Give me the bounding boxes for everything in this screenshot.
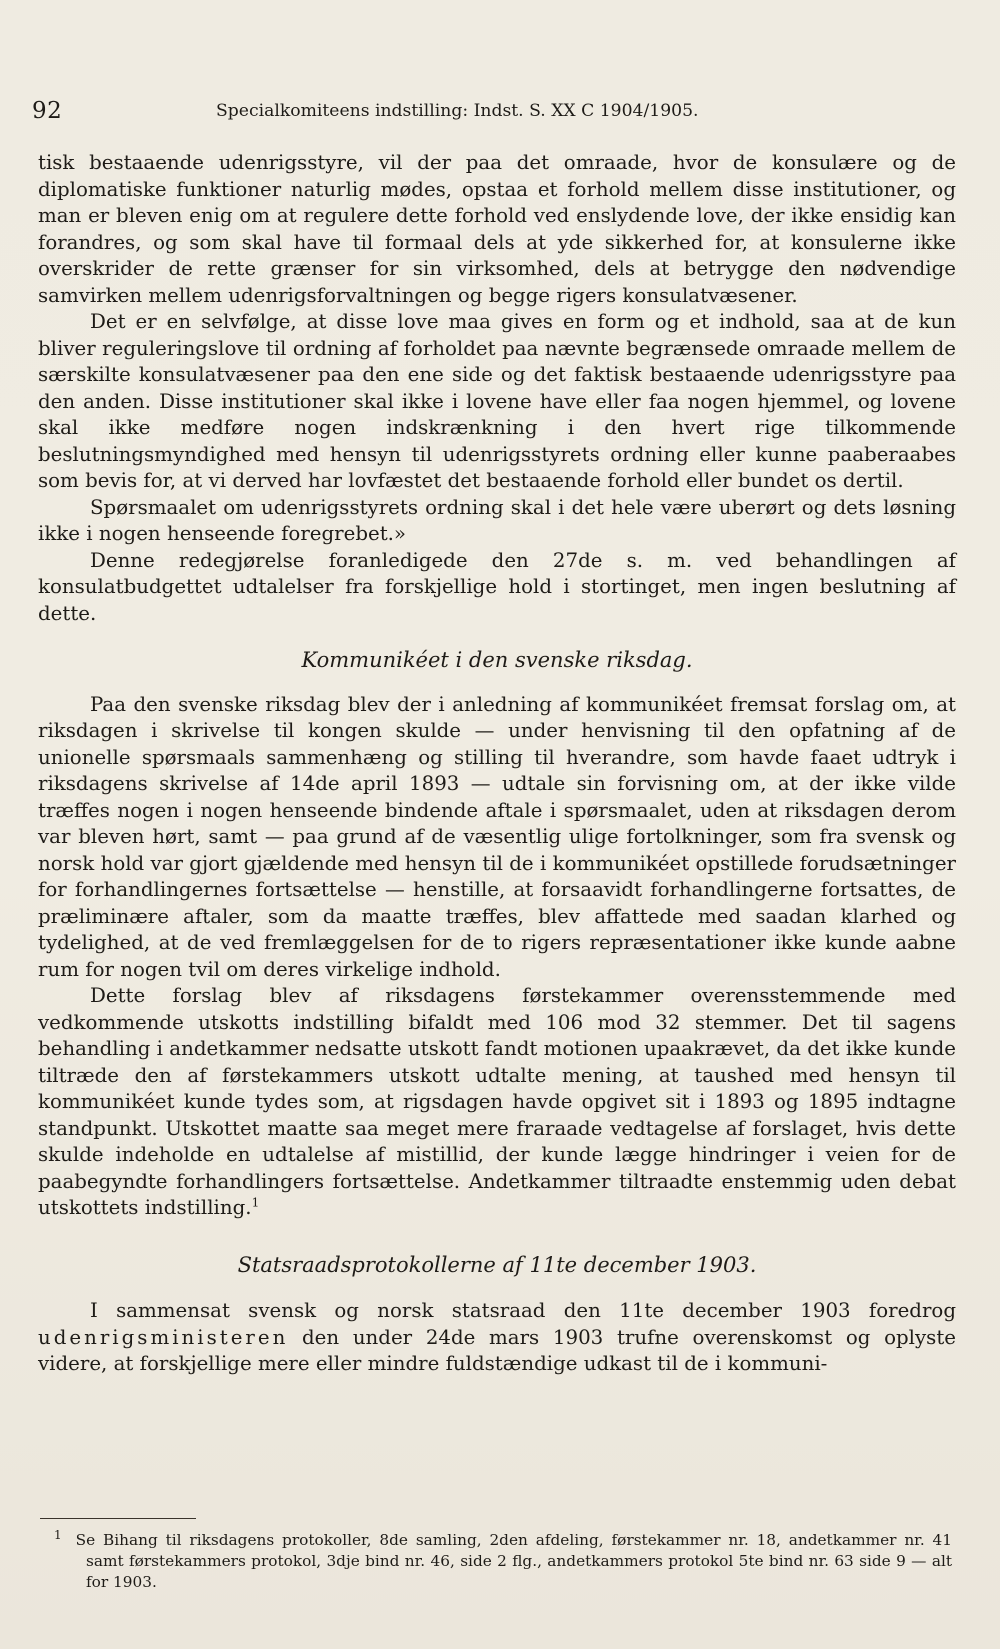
- paragraph-7-end: den under 24de mars 1903 trufne overenskomst og oplyste videre, at forskjellige mere eller mindre fuldstændige udkast til de i kommuni-: [38, 1325, 956, 1375]
- footnote-mark: 1: [54, 1527, 62, 1542]
- body-text: [38, 150, 956, 1378]
- paragraph-7: [38, 1298, 956, 1378]
- section-heading-statsraadsprotokollerne: Statsraadsprotokollerne af 11te december 1903.: [237, 1252, 757, 1277]
- footnote-divider: [40, 1518, 196, 1519]
- paragraph-7-spaced-word: udenrigsministeren: [38, 1325, 289, 1349]
- running-head: Specialkomiteens indstilling: Indst. S. XX C 1904/1905.: [216, 101, 699, 121]
- page-header: [32, 98, 960, 132]
- paragraph-2: Det er en selvfølge, at disse love maa gives en form og et indhold, saa at de kun bliver reguleringslove til ordning af forholdet paa nævnte begrænsede omraade mellem de særskilte konsulatvæsener paa den ene side og det faktisk bestaaende udenrigsstyre paa den anden. Disse institutioner skal ikke i lovene have eller faa nogen hjemmel, og lovene skal ikke medføre nogen indskrænkning i den hvert rige tilkommende beslutningsmyndighed med hensyn til udenrigsstyrets ordning eller kunne paaberaabes som bevis for, at vi derved har lovfæstet det bestaaende forhold eller bundet os dertil.: [38, 310, 956, 492]
- paragraph-1: tisk bestaaende udenrigsstyre, vil der paa det omraade, hvor de konsulære og de diplomatiske funktioner naturlig mødes, opstaa et forhold mellem disse institutioner, og man er bleven enig om at regulere dette forhold ved enslydende love, der ikke ensidig kan forandres, og som skal have til formaal dels at yde sikkerhed for, at konsulerne ikke overskrider de rette grænser for sin virksomhed, dels at betrygge den nødvendige samvirken mellem udenrigsforvaltningen og begge rigers konsulatvæsener.: [38, 151, 956, 307]
- paragraph-6: [38, 983, 956, 1222]
- footnote-text: Se Bihang til riksdagens protokoller, 8de samling, 2den afdeling, førstekammer nr. 18, andetkammer nr. 41 samt førstekammers protokol, 3dje bind nr. 46, side 2 flg., andetkammers protokol 5te bind nr. 63 side 9 — alt for 1903.: [75, 1531, 952, 1591]
- paragraph-7-start: I sammensat svensk og norsk statsraad den 11te december 1903 foredrog: [90, 1299, 956, 1322]
- footnote-reference: 1: [251, 1195, 260, 1210]
- section-heading-kommunikeet: Kommunikéet i den svenske riksdag.: [301, 648, 693, 672]
- paragraph-6-text: Dette forslag blev af riksdagens førstekammer overensstemmende med vedkommende utskotts indstilling bifaldt med 106 mod 32 stemmer. Det til sagens behandling i andetkammer nedsatte utskott fandt motionen upaakrævet, da det ikke kunde tiltræde den af førstekammers utskott udtalte mening, at taushed med hensyn til kommunikéet kunde tydes som, at rigsdagen havde opgivet sit i 1893 og 1895 indtagne standpunkt. Utskottet maatte saa meget mere fraraade vedtagelse af forslaget, hvis dette skulde indeholde en udtalelse af mistillid, der kunde lægge hindringer i veien for de paabegyndte forhandlingers fortsættelse. Andetkammer tiltraadte enstemmig uden debat utskottets indstilling.: [38, 984, 956, 1219]
- paragraph-3: Spørsmaalet om udenrigsstyrets ordning skal i det hele være uberørt og dets løsning ikke i nogen henseende foregrebet.»: [38, 495, 956, 545]
- paragraph-4: Denne redegjørelse foranledigede den 27de s. m. ved behandlingen af konsulatbudgettet udtalelser fra forskjellige hold i stortinget, men ingen beslutning af dette.: [38, 548, 956, 625]
- footnote-paragraph: [40, 1527, 952, 1593]
- footnote: [40, 1527, 952, 1593]
- page-number: 92: [32, 98, 63, 124]
- paragraph-5: Paa den svenske riksdag blev der i anledning af kommunikéet fremsat forslag om, at riksdagen i skrivelse til kongen skulde — under henvisning til den opfatning af de unionelle spørsmaals sammenhæng og stilling til hverandre, som havde faaet udtryk i riksdagens skrivelse af 14de april 1893 — udtale sin forvisning om, at der ikke vilde træffes nogen i nogen henseende bindende aftale i spørsmaalet, uden at riksdagen derom var bleven hørt, samt — paa grund af de væsentlig ulige fortolkninger, som fra svensk og norsk hold var gjort gjældende med hensyn til de i kommunikéet opstillede forudsætninger for forhandlingernes fortsættelse — henstille, at forsaavidt forhandlingerne fortsattes, de præliminære aftaler, som da maatte træffes, blev affattede med saadan klarhed og tydelighed, at de ved fremlæggelsen for de to rigers repræsentationer ikke kunde aabne rum for nogen tvil om deres virkelige indhold.: [38, 692, 956, 981]
